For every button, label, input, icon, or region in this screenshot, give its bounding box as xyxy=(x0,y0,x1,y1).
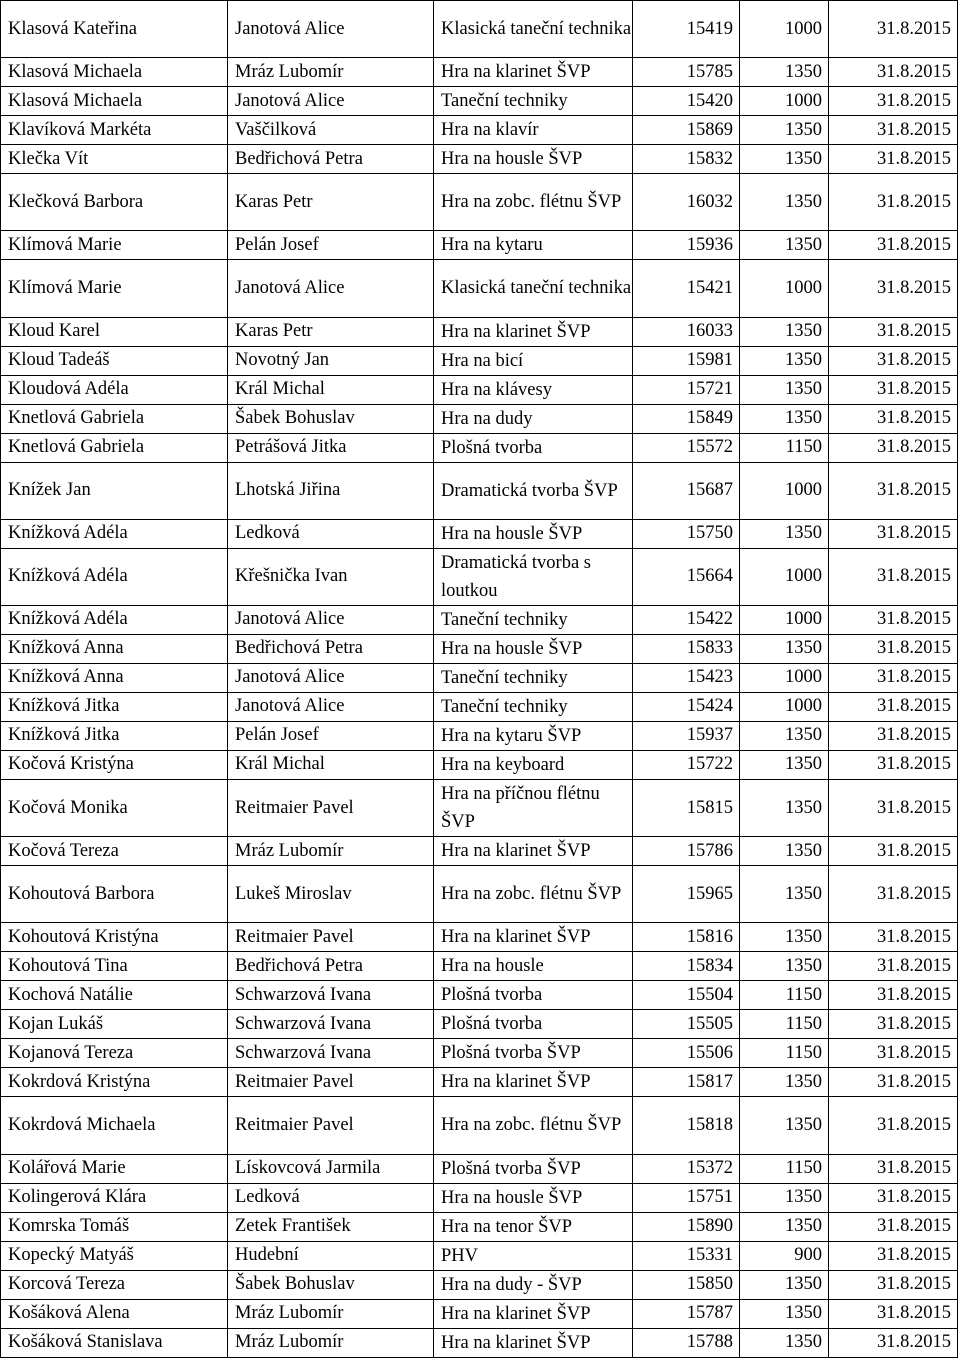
date-cell: 31.8.2015 xyxy=(829,87,958,116)
student-name-cell: Kochová Natálie xyxy=(1,981,228,1010)
student-name-cell: Košáková Alena xyxy=(1,1299,228,1328)
subject-cell: Plošná tvorba xyxy=(434,433,633,462)
teacher-name-cell: Bedřichová Petra xyxy=(228,952,434,981)
amount-cell: 1350 xyxy=(740,634,829,663)
subject-cell: Taneční techniky xyxy=(434,87,633,116)
amount-cell: 1350 xyxy=(740,174,829,231)
student-name-cell: Kolářová Marie xyxy=(1,1154,228,1183)
record-id-cell: 15505 xyxy=(633,1010,740,1039)
student-name-cell: Kohoutová Tina xyxy=(1,952,228,981)
subject-cell: Hra na klarinet ŠVP xyxy=(434,837,633,866)
table-row xyxy=(1,663,958,692)
subject-cell: Hra na dudy - ŠVP xyxy=(434,1270,633,1299)
date-cell: 31.8.2015 xyxy=(829,866,958,923)
student-name-cell: Knetlová Gabriela xyxy=(1,433,228,462)
date-cell: 31.8.2015 xyxy=(829,721,958,750)
date-cell: 31.8.2015 xyxy=(829,433,958,462)
date-cell: 31.8.2015 xyxy=(829,462,958,519)
student-name-cell: Knížková Anna xyxy=(1,634,228,663)
record-id-cell: 15422 xyxy=(633,605,740,634)
subject-cell: Hra na housle ŠVP xyxy=(434,1183,633,1212)
subject-cell: Hra na klarinet ŠVP xyxy=(434,1068,633,1097)
amount-cell: 1350 xyxy=(740,1270,829,1299)
amount-cell: 1350 xyxy=(740,116,829,145)
subject-cell: Hra na dudy xyxy=(434,404,633,433)
date-cell: 31.8.2015 xyxy=(829,260,958,317)
subject-cell: Hra na klarinet ŠVP xyxy=(434,1299,633,1328)
record-id-cell: 15504 xyxy=(633,981,740,1010)
date-cell: 31.8.2015 xyxy=(829,1241,958,1270)
subject-cell: Hra na tenor ŠVP xyxy=(434,1212,633,1241)
teacher-name-cell: Mráz Lubomír xyxy=(228,58,434,87)
teacher-name-cell: Pelán Josef xyxy=(228,721,434,750)
record-id-cell: 15850 xyxy=(633,1270,740,1299)
amount-cell: 1350 xyxy=(740,317,829,346)
subject-cell: Hra na bicí xyxy=(434,346,633,375)
student-name-cell: Knetlová Gabriela xyxy=(1,404,228,433)
student-name-cell: Kopecký Matyáš xyxy=(1,1241,228,1270)
date-cell: 31.8.2015 xyxy=(829,634,958,663)
student-name-cell: Knížková Jitka xyxy=(1,692,228,721)
record-id-cell: 15419 xyxy=(633,1,740,58)
teacher-name-cell: Reitmaier Pavel xyxy=(228,779,434,836)
record-id-cell: 15849 xyxy=(633,404,740,433)
table-row xyxy=(1,750,958,779)
date-cell: 31.8.2015 xyxy=(829,58,958,87)
teacher-name-cell: Šabek Bohuslav xyxy=(228,1270,434,1299)
subject-cell: Hra na zobc. flétnu ŠVP xyxy=(434,1097,633,1154)
teacher-name-cell: Vaščilková xyxy=(228,116,434,145)
record-id-cell: 15423 xyxy=(633,663,740,692)
record-id-cell: 15787 xyxy=(633,1299,740,1328)
record-id-cell: 15687 xyxy=(633,462,740,519)
student-name-cell: Knížková Adéla xyxy=(1,605,228,634)
subject-cell: Hra na zobc. flétnu ŠVP xyxy=(434,866,633,923)
student-name-cell: Klavíková Markéta xyxy=(1,116,228,145)
student-name-cell: Klímová Marie xyxy=(1,231,228,260)
record-id-cell: 15420 xyxy=(633,87,740,116)
record-id-cell: 15981 xyxy=(633,346,740,375)
date-cell: 31.8.2015 xyxy=(829,116,958,145)
record-id-cell: 16033 xyxy=(633,317,740,346)
subject-cell: Hra na příčnou flétnu ŠVP xyxy=(434,779,633,836)
student-name-cell: Klečková Barbora xyxy=(1,174,228,231)
student-name-cell: Klasová Kateřina xyxy=(1,1,228,58)
amount-cell: 1350 xyxy=(740,58,829,87)
date-cell: 31.8.2015 xyxy=(829,1,958,58)
date-cell: 31.8.2015 xyxy=(829,1270,958,1299)
table-row xyxy=(1,634,958,663)
record-id-cell: 15664 xyxy=(633,548,740,605)
date-cell: 31.8.2015 xyxy=(829,1068,958,1097)
record-id-cell: 15890 xyxy=(633,1212,740,1241)
table-row xyxy=(1,1299,958,1328)
date-cell: 31.8.2015 xyxy=(829,1328,958,1357)
date-cell: 31.8.2015 xyxy=(829,231,958,260)
amount-cell: 1350 xyxy=(740,1212,829,1241)
amount-cell: 1150 xyxy=(740,1154,829,1183)
subject-cell: Hra na klarinet ŠVP xyxy=(434,317,633,346)
record-id-cell: 15372 xyxy=(633,1154,740,1183)
date-cell: 31.8.2015 xyxy=(829,692,958,721)
date-cell: 31.8.2015 xyxy=(829,1299,958,1328)
amount-cell: 1350 xyxy=(740,923,829,952)
amount-cell: 1150 xyxy=(740,433,829,462)
table-row xyxy=(1,779,958,836)
table-row xyxy=(1,1039,958,1068)
teacher-name-cell: Ledková xyxy=(228,1183,434,1212)
teacher-name-cell: Janotová Alice xyxy=(228,663,434,692)
teacher-name-cell: Šabek Bohuslav xyxy=(228,404,434,433)
student-name-cell: Kojanová Tereza xyxy=(1,1039,228,1068)
table-row xyxy=(1,346,958,375)
amount-cell: 1350 xyxy=(740,1068,829,1097)
record-id-cell: 15818 xyxy=(633,1097,740,1154)
subject-cell: Plošná tvorba ŠVP xyxy=(434,1039,633,1068)
teacher-name-cell: Janotová Alice xyxy=(228,260,434,317)
student-name-cell: Kohoutová Kristýna xyxy=(1,923,228,952)
student-name-cell: Kojan Lukáš xyxy=(1,1010,228,1039)
table-row xyxy=(1,1183,958,1212)
date-cell: 31.8.2015 xyxy=(829,174,958,231)
student-name-cell: Kočová Kristýna xyxy=(1,750,228,779)
amount-cell: 1350 xyxy=(740,952,829,981)
date-cell: 31.8.2015 xyxy=(829,779,958,836)
table-row xyxy=(1,548,958,605)
subject-cell: Dramatická tvorba ŠVP xyxy=(434,462,633,519)
table-row xyxy=(1,866,958,923)
date-cell: 31.8.2015 xyxy=(829,952,958,981)
record-id-cell: 15832 xyxy=(633,145,740,174)
record-id-cell: 15506 xyxy=(633,1039,740,1068)
record-id-cell: 15331 xyxy=(633,1241,740,1270)
student-name-cell: Knížek Jan xyxy=(1,462,228,519)
date-cell: 31.8.2015 xyxy=(829,837,958,866)
student-name-cell: Korcová Tereza xyxy=(1,1270,228,1299)
table-row xyxy=(1,1154,958,1183)
amount-cell: 1150 xyxy=(740,981,829,1010)
subject-cell: Hra na keyboard xyxy=(434,750,633,779)
teacher-name-cell: Křešnička Ivan xyxy=(228,548,434,605)
student-name-cell: Knížková Anna xyxy=(1,663,228,692)
date-cell: 31.8.2015 xyxy=(829,981,958,1010)
amount-cell: 1000 xyxy=(740,663,829,692)
teacher-name-cell: Schwarzová Ivana xyxy=(228,1010,434,1039)
table-row xyxy=(1,260,958,317)
amount-cell: 1000 xyxy=(740,462,829,519)
subject-cell: Hra na zobc. flétnu ŠVP xyxy=(434,174,633,231)
student-name-cell: Kloudová Adéla xyxy=(1,375,228,404)
student-name-cell: Kolingerová Klára xyxy=(1,1183,228,1212)
table-row xyxy=(1,1,958,58)
table-row xyxy=(1,1270,958,1299)
subject-cell: Hra na klarinet ŠVP xyxy=(434,1328,633,1357)
date-cell: 31.8.2015 xyxy=(829,663,958,692)
subject-cell: Klasická taneční technika xyxy=(434,1,633,58)
student-name-cell: Kohoutová Barbora xyxy=(1,866,228,923)
table-row xyxy=(1,231,958,260)
student-name-cell: Knížková Jitka xyxy=(1,721,228,750)
table-row xyxy=(1,692,958,721)
amount-cell: 1350 xyxy=(740,750,829,779)
date-cell: 31.8.2015 xyxy=(829,1097,958,1154)
amount-cell: 1350 xyxy=(740,866,829,923)
amount-cell: 1150 xyxy=(740,1010,829,1039)
record-id-cell: 15834 xyxy=(633,952,740,981)
date-cell: 31.8.2015 xyxy=(829,750,958,779)
table-row xyxy=(1,317,958,346)
teacher-name-cell: Mráz Lubomír xyxy=(228,837,434,866)
amount-cell: 1350 xyxy=(740,519,829,548)
table-row xyxy=(1,1241,958,1270)
amount-cell: 1350 xyxy=(740,375,829,404)
amount-cell: 1350 xyxy=(740,1183,829,1212)
table-row xyxy=(1,145,958,174)
student-name-cell: Klečka Vít xyxy=(1,145,228,174)
teacher-name-cell: Schwarzová Ivana xyxy=(228,981,434,1010)
amount-cell: 1350 xyxy=(740,779,829,836)
amount-cell: 1350 xyxy=(740,1097,829,1154)
date-cell: 31.8.2015 xyxy=(829,145,958,174)
record-id-cell: 15936 xyxy=(633,231,740,260)
record-id-cell: 15785 xyxy=(633,58,740,87)
record-id-cell: 15424 xyxy=(633,692,740,721)
subject-cell: PHV xyxy=(434,1241,633,1270)
record-id-cell: 15937 xyxy=(633,721,740,750)
table-row xyxy=(1,433,958,462)
table-row xyxy=(1,952,958,981)
teacher-name-cell: Janotová Alice xyxy=(228,87,434,116)
student-name-cell: Kočová Tereza xyxy=(1,837,228,866)
student-name-cell: Klasová Michaela xyxy=(1,87,228,116)
teacher-name-cell: Bedřichová Petra xyxy=(228,145,434,174)
teacher-name-cell: Petrášová Jitka xyxy=(228,433,434,462)
teacher-name-cell: Král Michal xyxy=(228,750,434,779)
date-cell: 31.8.2015 xyxy=(829,375,958,404)
record-id-cell: 15572 xyxy=(633,433,740,462)
student-name-cell: Komrska Tomáš xyxy=(1,1212,228,1241)
subject-cell: Klasická taneční technika xyxy=(434,260,633,317)
date-cell: 31.8.2015 xyxy=(829,1010,958,1039)
amount-cell: 1000 xyxy=(740,260,829,317)
teacher-name-cell: Novotný Jan xyxy=(228,346,434,375)
subject-cell: Taneční techniky xyxy=(434,692,633,721)
student-name-cell: Klasová Michaela xyxy=(1,58,228,87)
student-name-cell: Klímová Marie xyxy=(1,260,228,317)
amount-cell: 1000 xyxy=(740,87,829,116)
table-row xyxy=(1,837,958,866)
date-cell: 31.8.2015 xyxy=(829,1154,958,1183)
table-row xyxy=(1,1212,958,1241)
record-id-cell: 15869 xyxy=(633,116,740,145)
teacher-name-cell: Reitmaier Pavel xyxy=(228,923,434,952)
subject-cell: Taneční techniky xyxy=(434,663,633,692)
student-name-cell: Knížková Adéla xyxy=(1,519,228,548)
subject-cell: Taneční techniky xyxy=(434,605,633,634)
teacher-name-cell: Pelán Josef xyxy=(228,231,434,260)
record-id-cell: 15750 xyxy=(633,519,740,548)
table-row xyxy=(1,519,958,548)
date-cell: 31.8.2015 xyxy=(829,1039,958,1068)
student-name-cell: Kloud Tadeáš xyxy=(1,346,228,375)
amount-cell: 900 xyxy=(740,1241,829,1270)
subject-cell: Hra na klávesy xyxy=(434,375,633,404)
subject-cell: Hra na housle ŠVP xyxy=(434,634,633,663)
record-id-cell: 15421 xyxy=(633,260,740,317)
student-name-cell: Kočová Monika xyxy=(1,779,228,836)
table-row xyxy=(1,87,958,116)
table-row xyxy=(1,375,958,404)
subject-cell: Hra na klarinet ŠVP xyxy=(434,923,633,952)
record-id-cell: 15722 xyxy=(633,750,740,779)
table-row xyxy=(1,116,958,145)
date-cell: 31.8.2015 xyxy=(829,346,958,375)
teacher-name-cell: Král Michal xyxy=(228,375,434,404)
record-id-cell: 15786 xyxy=(633,837,740,866)
teacher-name-cell: Lukeš Miroslav xyxy=(228,866,434,923)
teacher-name-cell: Reitmaier Pavel xyxy=(228,1097,434,1154)
teacher-name-cell: Bedřichová Petra xyxy=(228,634,434,663)
teacher-name-cell: Hudební xyxy=(228,1241,434,1270)
table-row xyxy=(1,1068,958,1097)
record-id-cell: 15833 xyxy=(633,634,740,663)
teacher-name-cell: Janotová Alice xyxy=(228,605,434,634)
amount-cell: 1000 xyxy=(740,605,829,634)
record-id-cell: 15815 xyxy=(633,779,740,836)
amount-cell: 1350 xyxy=(740,1299,829,1328)
date-cell: 31.8.2015 xyxy=(829,317,958,346)
record-id-cell: 15788 xyxy=(633,1328,740,1357)
record-id-cell: 15817 xyxy=(633,1068,740,1097)
table-row xyxy=(1,923,958,952)
table-row xyxy=(1,462,958,519)
table-row xyxy=(1,981,958,1010)
teacher-name-cell: Janotová Alice xyxy=(228,1,434,58)
record-id-cell: 15721 xyxy=(633,375,740,404)
table-row xyxy=(1,404,958,433)
amount-cell: 1350 xyxy=(740,1328,829,1357)
subject-cell: Hra na kytaru xyxy=(434,231,633,260)
record-id-cell: 15751 xyxy=(633,1183,740,1212)
subject-cell: Hra na housle xyxy=(434,952,633,981)
record-id-cell: 15816 xyxy=(633,923,740,952)
date-cell: 31.8.2015 xyxy=(829,404,958,433)
subject-cell: Hra na kytaru ŠVP xyxy=(434,721,633,750)
teacher-name-cell: Karas Petr xyxy=(228,317,434,346)
teacher-name-cell: Mráz Lubomír xyxy=(228,1299,434,1328)
teacher-name-cell: Karas Petr xyxy=(228,174,434,231)
teacher-name-cell: Reitmaier Pavel xyxy=(228,1068,434,1097)
subject-cell: Plošná tvorba ŠVP xyxy=(434,1154,633,1183)
amount-cell: 1350 xyxy=(740,145,829,174)
table-row xyxy=(1,605,958,634)
student-name-cell: Košáková Stanislava xyxy=(1,1328,228,1357)
teacher-name-cell: Lhotská Jiřina xyxy=(228,462,434,519)
date-cell: 31.8.2015 xyxy=(829,519,958,548)
date-cell: 31.8.2015 xyxy=(829,605,958,634)
date-cell: 31.8.2015 xyxy=(829,548,958,605)
payment-table-body xyxy=(1,1,958,1358)
teacher-name-cell: Lískovcová Jarmila xyxy=(228,1154,434,1183)
subject-cell: Dramatická tvorba s loutkou xyxy=(434,548,633,605)
subject-cell: Plošná tvorba xyxy=(434,981,633,1010)
student-name-cell: Kokrdová Michaela xyxy=(1,1097,228,1154)
amount-cell: 1350 xyxy=(740,404,829,433)
date-cell: 31.8.2015 xyxy=(829,923,958,952)
amount-cell: 1000 xyxy=(740,548,829,605)
teacher-name-cell: Zetek František xyxy=(228,1212,434,1241)
teacher-name-cell: Ledková xyxy=(228,519,434,548)
record-id-cell: 15965 xyxy=(633,866,740,923)
teacher-name-cell: Schwarzová Ivana xyxy=(228,1039,434,1068)
subject-cell: Hra na klarinet ŠVP xyxy=(434,58,633,87)
teacher-name-cell: Janotová Alice xyxy=(228,692,434,721)
student-name-cell: Kokrdová Kristýna xyxy=(1,1068,228,1097)
amount-cell: 1350 xyxy=(740,721,829,750)
record-id-cell: 16032 xyxy=(633,174,740,231)
teacher-name-cell: Mráz Lubomír xyxy=(228,1328,434,1357)
date-cell: 31.8.2015 xyxy=(829,1183,958,1212)
subject-cell: Hra na klavír xyxy=(434,116,633,145)
table-row xyxy=(1,1097,958,1154)
subject-cell: Plošná tvorba xyxy=(434,1010,633,1039)
amount-cell: 1350 xyxy=(740,231,829,260)
amount-cell: 1000 xyxy=(740,692,829,721)
amount-cell: 1350 xyxy=(740,837,829,866)
amount-cell: 1000 xyxy=(740,1,829,58)
date-cell: 31.8.2015 xyxy=(829,1212,958,1241)
subject-cell: Hra na housle ŠVP xyxy=(434,519,633,548)
student-name-cell: Knížková Adéla xyxy=(1,548,228,605)
subject-cell: Hra na housle ŠVP xyxy=(434,145,633,174)
amount-cell: 1150 xyxy=(740,1039,829,1068)
table-row xyxy=(1,174,958,231)
amount-cell: 1350 xyxy=(740,346,829,375)
student-name-cell: Kloud Karel xyxy=(1,317,228,346)
table-row xyxy=(1,721,958,750)
table-row xyxy=(1,58,958,87)
table-row xyxy=(1,1010,958,1039)
